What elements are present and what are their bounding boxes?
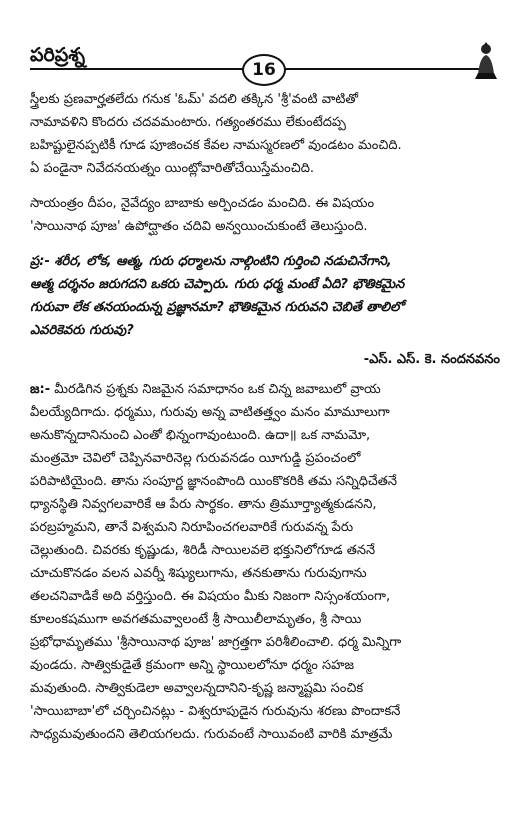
paragraph-evening-lamp <box>30 192 500 238</box>
answer-line: ధ్యానస్థితి నివ్వగలవారికే ఆ పేరు సార్థకం. తాను త్రిమూర్త్యాత్మకుడనని, <box>30 497 377 512</box>
answer-line: పరబ్రహ్మమని, తానే విశ్వమని నిరూపించగలవారికే గురువన్న పేరు <box>30 520 354 535</box>
answer-text: మీరడిగిన ప్రశ్నకు నిజమైన సమాధానం ఒక చిన్న జవాబులో వ్రాయ <box>54 382 381 397</box>
answer-line: చూచుకొనడం వలన ఎవర్నీ శిష్యులుగాను, తనకుతాను గురువుగాను <box>30 566 367 581</box>
answer-line: చెల్లుతుంది. చివరకు కృష్ణుడు, శిరిడీ సాయిలవలె భక్తునిలోగూడ తననే <box>30 543 376 558</box>
answer-line: తలచనివాడికే అది వర్తిస్తుంది. ఈ విషయం మీకు నిజంగా నిస్సంశయంగా, <box>30 589 391 604</box>
answer-line: మంత్రమో చెవిలో చెప్పినవారినెల్ల గురువనడం యీగుడ్డి ప్రపంచంలో <box>30 451 361 466</box>
text-line: బహిష్టులైనప్పటికీ గూడ పూజించక కేవల నామస్మరణలో వుండటం మంచిది. <box>30 138 402 153</box>
question-line <box>30 250 500 273</box>
question-block <box>30 250 500 342</box>
answer-line: అనుకొన్నదానినుంచి ఎంతో భిన్నంగావుంటుంది. ఉదా॥ ఒక నామమో, <box>30 428 371 443</box>
question-text: శరీర, లోక, ఆత్మ, గురు ధర్మాలను నాల్గింటిని గుర్తించి నడుచినేగాని, <box>54 254 392 269</box>
answer-line: సాధ్యమవుతుందని తెలియగలదు. గురువంటే సాయివంటి వారికి మాత్రమే <box>30 727 393 742</box>
paragraph-women-chanting <box>30 88 500 180</box>
answer-line <box>30 378 500 401</box>
answer-line: వుండదు. సాత్వికుడైతే క్రమంగా అన్ని స్థాయిలలోనూ ధర్మం సహజ <box>30 658 355 673</box>
question-line: ఎవరికెవరు గురువు? <box>30 323 134 338</box>
answer-line: మవుతుంది. సాత్వికుడెలా అవ్వాలన్నదానిని-కృష్ణ జన్మాష్టమి సంచిక <box>30 681 364 696</box>
text-line: నామావళిని కొందరు చదవమంటారు. గత్యంతరము లేకుంటేదప్ప <box>30 115 346 130</box>
sai-baba-emblem-icon <box>472 40 500 80</box>
text-line: స్త్రీలకు ప్రణవార్హతలేదు గనుక 'ఓమ్' వదలి తక్కిన 'శ్రీ'వంటి వాటితో <box>30 92 359 107</box>
answer-line: వీలయ్యేదిగాదు. ధర్మము, గురువు అన్న వాటితత్త్వం మనం మామూలుగా <box>30 405 390 420</box>
question-line: ఆత్మ దర్శనం జరుగదని ఒకరు చెప్పారు. గురు ధర్మ మంటే ఏది? భౌతికమైన <box>30 277 405 292</box>
answer-line: ప్రభోధామృతము 'శ్రీసాయినాథ పూజ' జాగ్రత్తగా పరిశీలించాలి. ధర్మ మిన్నిగా <box>30 635 402 650</box>
page-header <box>30 40 500 80</box>
question-attribution: -ఎస్. ఎస్. కె. నందనవనం <box>363 352 500 367</box>
answer-line: కూలంకషముగా అవగతమవ్వాలంటే శ్రీ సాయిలీలామృతం, శ్రీ సాయి <box>30 612 362 627</box>
page-body <box>30 88 500 746</box>
running-title: పరిప్రశ్న <box>30 44 86 66</box>
answer-label: జ:- <box>30 382 51 397</box>
question-line: గురువా లేక తనయందున్న ప్రజ్ఞానమా? భౌతికమైన గురువని చెబితే తాలిలో <box>30 300 404 315</box>
answer-line: పరిపాటియైంది. తాను సంపూర్ణ జ్ఞానంపొంది యింకొకరికి తమ సన్నిధిచేతనే <box>30 474 397 489</box>
page-number: 16 <box>242 54 286 86</box>
text-line: ఏ పండైనా నివేదనయత్నం యింట్లోవారితోచేయిస్తేమంచిది. <box>30 161 315 176</box>
text-line: సాయంత్రం దీపం, నైవేద్యం బాబాకు అర్పించడం మంచిది. ఈ విషయం <box>30 196 375 211</box>
answer-block <box>30 378 500 746</box>
question-label: ప్ర:- <box>30 254 50 269</box>
answer-line: 'సాయిబాబా'లో చర్చించినట్లు - విశ్వరూపుడైన గురువును శరణు పొందాకనే <box>30 704 401 719</box>
text-line: 'సాయినాథ పూజ' ఉపోద్ఘాతం చదివి అన్వయించుకుంటే తెలుస్తుంది. <box>30 219 368 234</box>
